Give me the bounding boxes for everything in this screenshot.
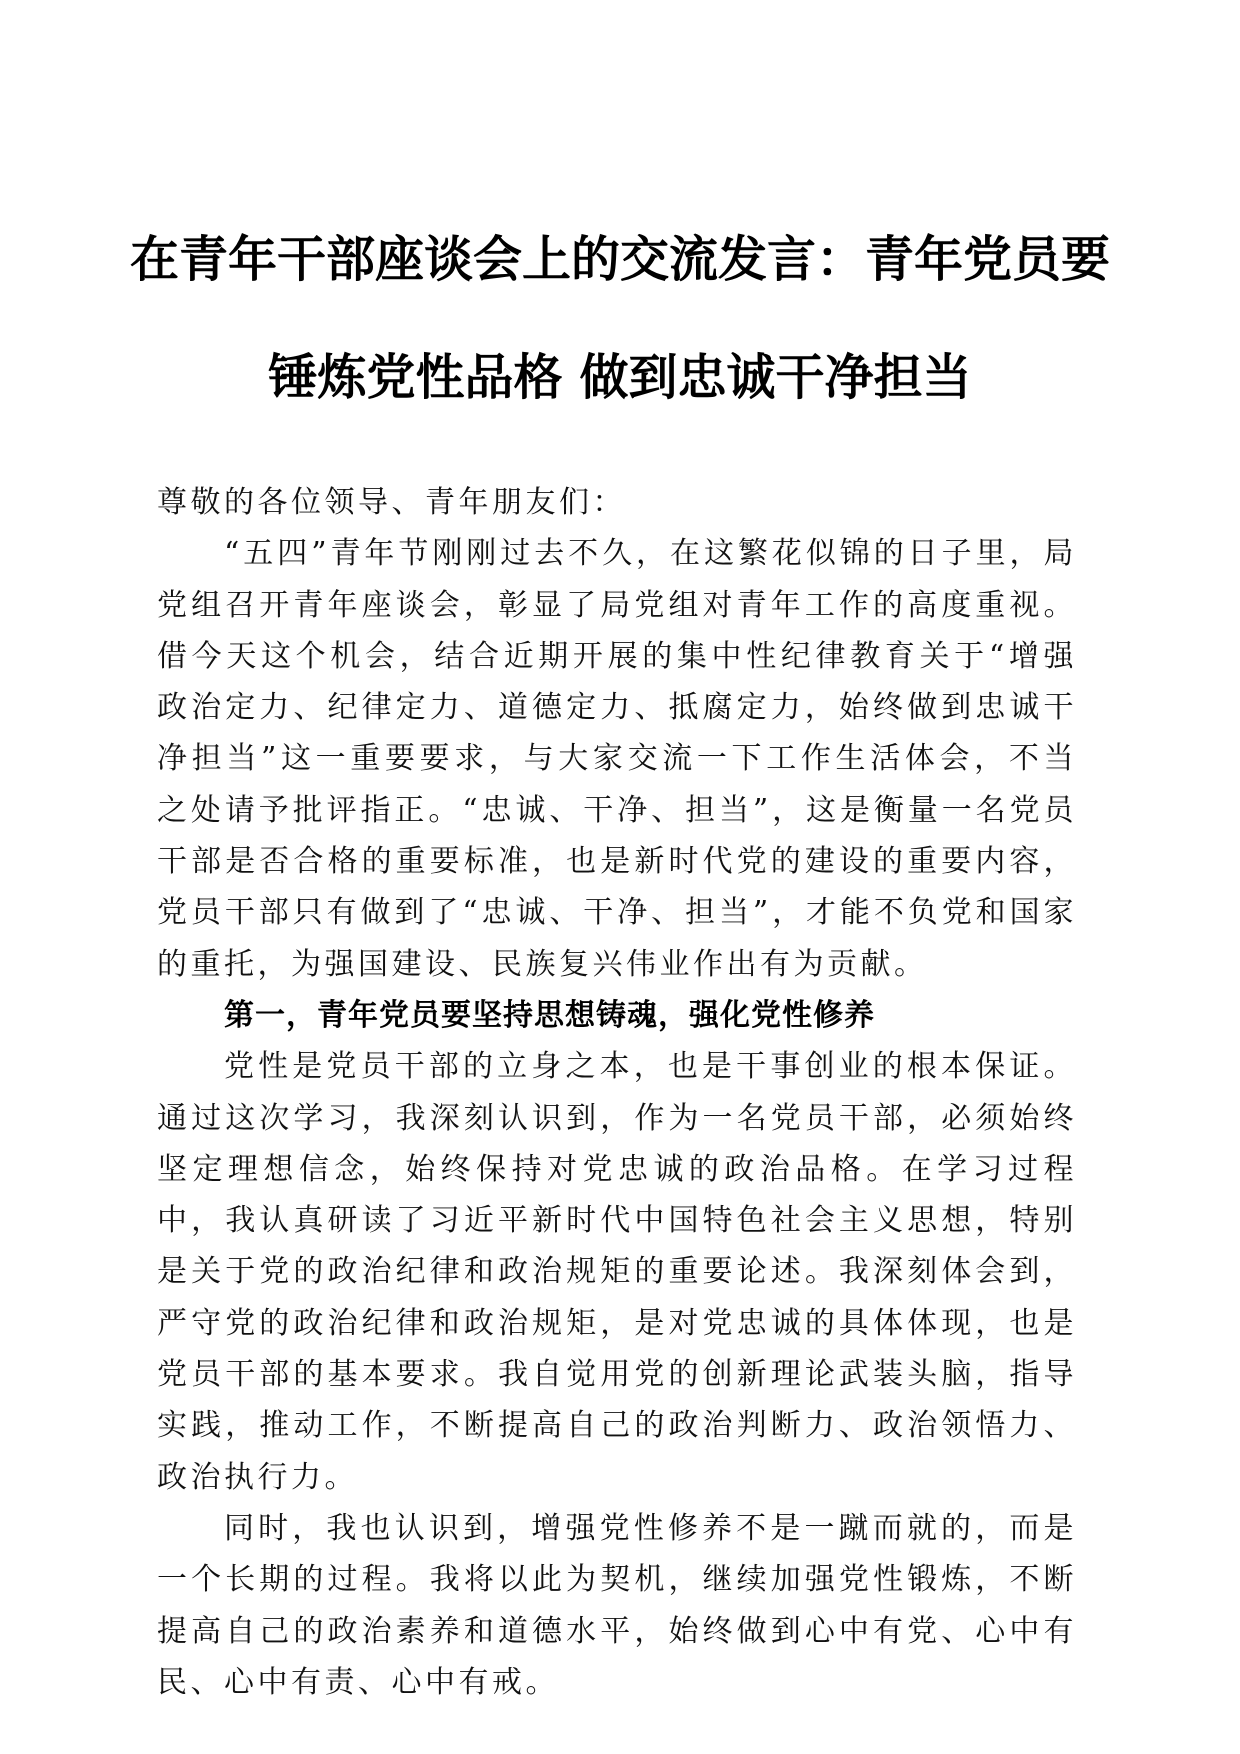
paragraph-long-term: 同时，我也认识到，增强党性修养不是一蹴而就的，而是一个长期的过程。我将以此为契机，继续加强党性锻炼，不断提高自己的政治素养和道德水平，始终做到心中有党、心中有民、心中有责、心中有戒。	[157, 1510, 1077, 1700]
section-heading: 第一，青年党员要坚持思想铸魂，强化党性修养	[224, 997, 875, 1033]
document-title-line-2: 锤炼党性品格 做到忠诚干净担当	[268, 349, 972, 406]
document-title-line-1: 在青年干部座谈会上的交流发言：青年党员要	[129, 231, 1110, 288]
document-body	[157, 477, 1077, 1708]
paragraph-party-spirit: 党性是党员干部的立身之本，也是干事创业的根本保证。通过这次学习，我深刻认识到，作为一名党员干部，必须始终坚定理想信念，始终保持对党忠诚的政治品格。在学习过程中，我认真研读了习近平新时代中国特色社会主义思想，特别是关于党的政治纪律和政治规矩的重要论述。我深刻体会到，严守党的政治纪律和政治规矩，是对党忠诚的具体体现，也是党员干部的基本要求。我自觉用党的创新理论武装头脑，指导实践，推动工作，不断提高自己的政治判断力、政治领悟力、政治执行力。	[157, 1049, 1077, 1495]
paragraph-intro: “五四”青年节刚刚过去不久，在这繁花似锦的日子里，局党组召开青年座谈会，彰显了局党组对青年工作的高度重视。借今天这个机会，结合近期开展的集中性纪律教育关于“增强政治定力、纪律定力、道德定力、抵腐定力，始终做到忠诚干净担当”这一重要要求，与大家交流一下工作生活体会，不当之处请予批评指正。“忠诚、干净、担当”，这是衡量一名党员干部是否合格的重要标准，也是新时代党的建设的重要内容，党员干部只有做到了“忠诚、干净、担当”，才能不负党和国家的重托，为强国建设、民族复兴伟业作出有为贡献。	[157, 536, 1077, 982]
salutation: 尊敬的各位领导、青年朋友们：	[157, 485, 626, 520]
